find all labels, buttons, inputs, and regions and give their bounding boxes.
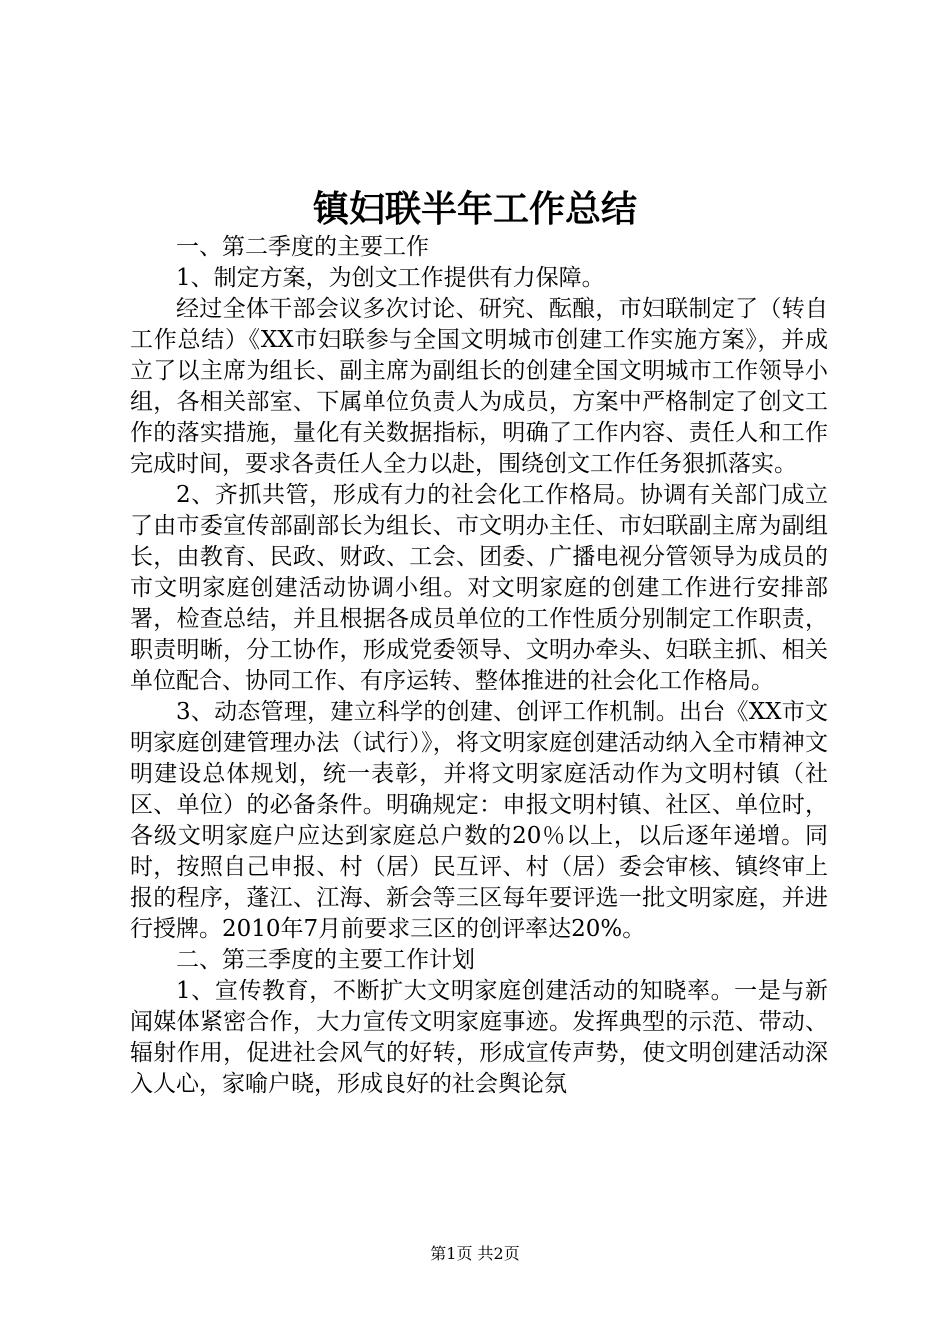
subsection-heading: 1、制定方案，为创文工作提供有力保障。 [176,265,605,291]
document-body [130,232,828,1100]
section-heading: 二、第三季度的主要工作计划 [176,947,475,973]
body-paragraph: 2、齐抓共管，形成有力的社会化工作格局。协调有关部门成立了由市委宣传部副部长为组长、市文明办主任、市妇联副主席为副组长，由教育、民政、财政、工会、团委、广播电视分管领导为成员的市文明家庭创建活动协调小组。对文明家庭的创建工作进行安排部署，检查总结，并且根据各成员单位的工作性质分别制定工作职责，职责明晰，分工协作，形成党委领导、文明办牵头、妇联主抓、相关单位配合、协同工作、有序运转、整体推进的社会化工作格局。 [130,482,828,694]
body-paragraph: 经过全体干部会议多次讨论、研究、酝酿，市妇联制定了（转自工作总结）《XX市妇联参与全国文明城市创建工作实施方案》，并成立了以主席为组长、副主席为副组长的创建全国文明城市工作领导小组，各相关部室、下属单位负责人为成员，方案中严格制定了创文工作的落实措施，量化有关数据指标，明确了工作内容、责任人和工作完成时间，要求各责任人全力以赴，围绕创文工作任务狠抓落实。 [130,296,828,477]
page-number-footer: 第1页 共2页 [430,1244,520,1263]
body-paragraph: 3、动态管理，建立科学的创建、创评工作机制。出台《XX市文明家庭创建管理办法（试行）》，将文明家庭创建活动纳入全市精神文明建设总体规划，统一表彰，并将文明家庭活动作为文明村镇（社区、单位）的必备条件。明确规定：申报文明村镇、社区、单位时，各级文明家庭户应达到家庭总户数的20％以上，以后逐年递增。同时，按照自己申报、村（居）民互评、村（居）委会审核、镇终审上报的程序，蓬江、江海、新会等三区每年要评选一批文明家庭，并进行授牌。2010年7月前要求三区的创评率达20%。 [130,699,828,942]
body-paragraph: 1、宣传教育，不断扩大文明家庭创建活动的知晓率。一是与新闻媒体紧密合作，大力宣传文明家庭事迹。发挥典型的示范、带动、辐射作用，促进社会风气的好转，形成宣传声势，使文明创建活动深入人心，家喻户晓，形成良好的社会舆论氛 [130,978,828,1097]
document-title: 镇妇联半年工作总结 [312,189,637,230]
section-heading: 一、第二季度的主要工作 [176,234,429,260]
